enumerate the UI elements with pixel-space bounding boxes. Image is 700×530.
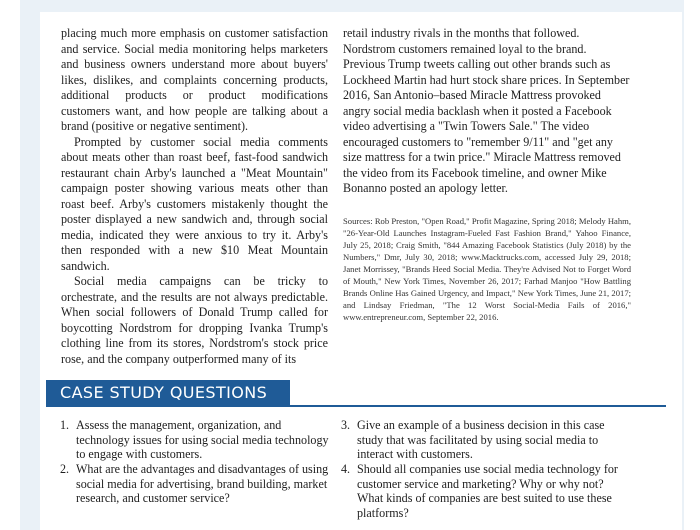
question-text: Assess the management, organization, and technology issues for using social media technology to engage with customers. — [76, 418, 329, 461]
question-item — [341, 462, 631, 520]
question-number: 1. — [60, 418, 70, 432]
question-text: Should all companies use social media technology for customer service and marketing? Why or why not? What kinds of companies are best suited to use these platforms? — [357, 462, 618, 520]
body-paragraph: Social media campaigns can be tricky to orchestrate, and the results are not always predictable. When social followers of Donald Trump called for boycotting Nordstrom for dropping Ivanka Trump's clothing line from its stores, Nordstrom's stock price rose, and the company outperformed many of its — [61, 274, 328, 366]
question-item — [60, 418, 330, 462]
right-margin — [684, 0, 700, 530]
question-number: 2. — [60, 462, 70, 476]
body-paragraph: placing much more emphasis on customer satisfaction and service. Social media monitoring helps marketers and business owners understand more about buyers' likes, dislikes, and complaints concerning products, additional products or product modifications customers want, and how people are talking about a brand (positive or negative sentiment). — [61, 26, 328, 133]
left-margin — [0, 0, 20, 530]
case-study-heading: CASE STUDY QUESTIONS — [46, 380, 290, 406]
question-item — [60, 462, 330, 506]
right-text-column — [343, 26, 631, 323]
section-divider — [46, 405, 666, 407]
sources-citation: Sources: Rob Preston, "Open Road," Profit Magazine, Spring 2018; Melody Hahm, "26-Year-Old Launches Instagram-Fueled Fast Fashion Brand," Yahoo Finance, July 25, 2018; Craig Smith, "844 Amazing Facebook Statistics (July 2018) by the Numbers," Dmr, July 30, 2018; www.Macktrucks.com, accessed July 29, 2018; Janet Morrissey, "Brands Heed Social Media. They're Advised Not to Forget Word of Mouth," New York Times, November 26, 2017; Farhad Manjoo "How Battling Brands Online Has Gained Urgency, and Impact," New York Times, June 21, 2017; and Lindsay Friedman, "The 12 Worst Social-Media Fails of 2016," www.entrepreneur.com, September 22, 2016. — [343, 215, 631, 322]
left-text-column — [61, 26, 328, 367]
question-number: 4. — [341, 462, 351, 476]
question-number: 3. — [341, 418, 351, 432]
body-paragraph: retail industry rivals in the months that followed. Nordstrom customers remained loyal to the brand. Previous Trump tweets calling out other brands such as Lockheed Martin had hurt stock share prices. In September 2016, San Antonio–based Miracle Mattress provoked angry social media backlash when it posted a Facebook video advertising a "Twin Towers Sale." The video encouraged customers to "remember 9/11" and "get any size mattress for a twin price." Miracle Mattress removed the video from its Facebook timeline, and owner Mike Bonanno posted an apology letter. — [343, 26, 630, 195]
body-paragraph: Prompted by customer social media comments about meats other than roast beef, fast-food sandwich restaurant chain Arby's launched a "Meat Mountain" campaign poster showing various meats other than roast beef. Arby's customers mistakenly thought the poster displayed a new sandwich and, through social media, indicated they were anxious to try it. Arby's then responded with a new $10 Meat Mountain sandwich. — [61, 134, 328, 273]
question-item — [341, 418, 631, 462]
question-text: What are the advantages and disadvantages of using social media for advertising, brand building, market research, and customer service? — [76, 462, 329, 505]
question-text: Give an example of a business decision in this case study that was facilitated by using social media to interact with customers. — [357, 418, 605, 461]
